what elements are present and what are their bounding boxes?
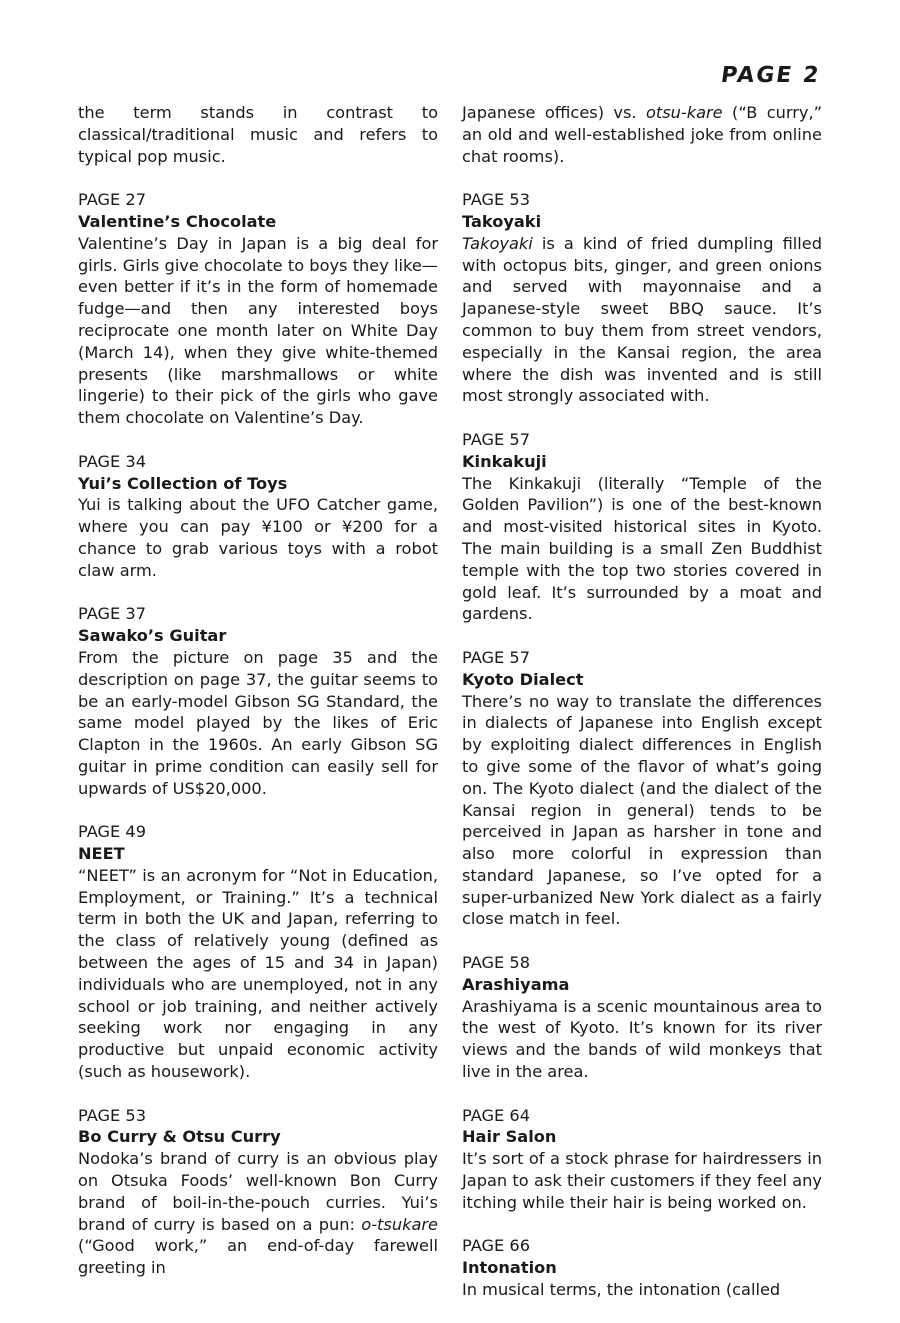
note-kinkakuji (462, 429, 822, 625)
note-title: Hair Salon (462, 1127, 557, 1147)
note-kyoto-dialect (462, 647, 822, 930)
note-body: The Kinkakuji (literally “Temple of the Golden Pavilion”) is one of the best-known and most-visited historical sites in Kyoto. The main building is a small Zen Buddhist temple with the top two stories covered in gold leaf. It’s surrounded by a moat and gardens. (462, 473, 822, 624)
note-page-ref: PAGE 27 (78, 190, 147, 210)
note-italic-term: Takoyaki (462, 233, 533, 253)
note-sawakos-guitar (78, 603, 438, 799)
note-text: (“Good work,” an end-of-day farewell greeting in (78, 1236, 438, 1278)
note-hair-salon (462, 1105, 822, 1214)
note-body: Yui is talking about the UFO Catcher game, where you can pay ¥100 or ¥200 for a chance to grab various toys with a robot claw arm. (78, 495, 438, 580)
continued-text (462, 102, 822, 167)
note-yuis-toys (78, 451, 438, 582)
note-page-ref: PAGE 37 (78, 604, 147, 624)
note-body: From the picture on page 35 and the description on page 37, the guitar seems to be an early-model Gibson SG Standard, the same model played by the likes of Eric Clapton in the 1960s. An early Gibson SG guitar in prime condition can easily sell for upwards of US$20,000. (78, 647, 438, 798)
note-body: “NEET” is an acronym for “Not in Education, Employment, or Training.” It’s a technical term in both the UK and Japan, referring to the class of relatively young (defined as between the ages of 15 and 34 in Japan) individuals who are unemployed, not in any school or job training, and neither actively seeking work nor engaging in any productive but unpaid economic activity (such as housework). (78, 865, 438, 1082)
note-body: Arashiyama is a scenic mountainous area to the west of Kyoto. It’s known for its river views and the bands of wild monkeys that live in the area. (462, 996, 822, 1082)
note-body (462, 233, 822, 407)
note-body: In musical terms, the intonation (called (462, 1280, 781, 1300)
note-body (78, 1148, 438, 1279)
note-intonation (462, 1235, 822, 1300)
note-page-ref: PAGE 57 (462, 429, 531, 449)
note-title: NEET (78, 844, 125, 864)
note-body: Valentine’s Day in Japan is a big deal for girls. Girls give chocolate to boys they like—even better if it’s in the form of homemade fudge—and then any interested boys reciprocate one month later on White Day (March 14), when they give white-themed presents (like marshmallows or white lingerie) to their pick of the girls who gave them chocolate on Valentine’s Day. (78, 233, 438, 428)
note-title: Intonation (462, 1258, 557, 1278)
note-bo-otsu-curry (78, 1105, 438, 1279)
note-neet (78, 821, 438, 1083)
page-number-label: PAGE 2 (719, 63, 822, 88)
note-page-ref: PAGE 64 (462, 1105, 531, 1125)
note-italic-term: o-tsukare (361, 1214, 438, 1234)
note-title: Valentine’s Chocolate (78, 211, 277, 231)
right-column (462, 102, 822, 1323)
note-title: Bo Curry & Otsu Curry (78, 1127, 281, 1147)
note-body: There’s no way to translate the differences in dialects of Japanese into English except by exploiting dialect differences in English to give some of the flavor of what’s going on. The Kyoto dialect (and the dialect of the Kansai region in general) tends to be perceived in Japan as harsher in tone and also more colorful in expression than standard Japanese, so I’ve opted for a super-urbanized New York dialect as a fairly close match in feel. (462, 691, 822, 929)
note-page-ref: PAGE 34 (78, 451, 147, 471)
note-text: is a kind of fried dumpling filled with octopus bits, ginger, and green onions and served with mayonnaise and a Japanese-style sweet BBQ sauce. It’s common to buy them from street vendors, especially in the Kansai region, the area where the dish was invented and is still most strongly associated with. (462, 233, 822, 406)
note-arashiyama (462, 952, 822, 1083)
note-title: Yui’s Collection of Toys (78, 473, 288, 493)
note-body: It’s sort of a stock phrase for hairdressers in Japan to ask their customers if they feel any itching while their hair is being worked on. (462, 1149, 822, 1212)
note-italic-term: otsu-kare (645, 103, 723, 122)
note-text: Nodoka’s brand of curry is an obvious play on Otsuka Foods’ well-known Bon Curry brand of boil-in-the-pouch curries. Yui’s brand of curry is based on a pun: (78, 1149, 438, 1234)
note-text: (“B curry,” an old and well-established joke from online chat rooms). (462, 103, 822, 166)
note-text: Japanese offices) vs. (462, 103, 646, 122)
note-title: Takoyaki (462, 211, 542, 231)
note-title: Kinkakuji (462, 451, 547, 471)
note-title: Arashiyama (462, 974, 570, 994)
note-title: Sawako’s Guitar (78, 626, 227, 646)
note-page-ref: PAGE 49 (78, 822, 147, 842)
note-page-ref: PAGE 53 (462, 190, 531, 210)
note-page-ref: PAGE 53 (78, 1105, 147, 1125)
note-valentines-chocolate (78, 189, 438, 429)
note-takoyaki (462, 189, 822, 407)
note-page-ref: PAGE 58 (462, 953, 531, 973)
note-title: Kyoto Dialect (462, 669, 584, 689)
continued-text: the term stands in contrast to classical/traditional music and refers to typical pop music. (78, 103, 438, 166)
note-page-ref: PAGE 66 (462, 1236, 531, 1256)
left-column (78, 102, 438, 1301)
note-page-ref: PAGE 57 (462, 647, 531, 667)
